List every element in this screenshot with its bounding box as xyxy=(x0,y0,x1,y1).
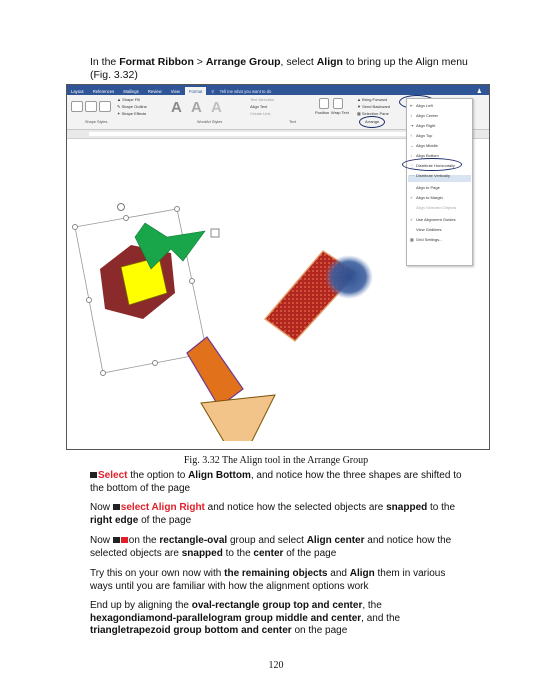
paragraph-5 xyxy=(90,600,470,638)
p3-text-0: Now xyxy=(90,535,113,546)
bring-forward-button[interactable]: ▲ Bring Forward xyxy=(357,97,388,102)
bullet-icon xyxy=(113,504,120,510)
shape-style-3[interactable] xyxy=(99,101,111,112)
p3-text-3: and notice how the selected objects are xyxy=(90,535,452,559)
align-center-item[interactable] xyxy=(410,113,438,118)
text-group-label: Text xyxy=(289,120,296,124)
arrange-highlight-circle xyxy=(359,116,385,128)
distribute-horizontally-label: Distribute Horizontally xyxy=(416,163,455,168)
shape-outline-label: Shape Outline xyxy=(121,104,147,109)
intro-mid: , select xyxy=(280,56,317,68)
p3-text-1: on the xyxy=(128,535,160,546)
rectangle-oval-term: rectangle-oval xyxy=(159,535,228,546)
shape-effects-label: Shape Effects xyxy=(121,111,147,116)
p3-text-5: of the page xyxy=(283,547,337,559)
paragraph-1 xyxy=(90,470,470,495)
distribute-vertical-icon: ⋯ xyxy=(410,173,414,178)
create-link-label: Create Link xyxy=(250,111,271,116)
intro-gt: > xyxy=(193,56,206,68)
selection-pane-button[interactable]: ▦ Selection Pane xyxy=(357,111,389,116)
intro-suffix: to bring up the Align menu (Fig. 3.32) xyxy=(90,56,468,81)
align-top-item[interactable] xyxy=(410,133,432,138)
tell-me-text: Tell me what you want to do xyxy=(219,89,272,94)
use-alignment-guides-label: Use Alignment Guides xyxy=(416,217,456,222)
arrange-group-term: Arrange Group xyxy=(205,56,281,68)
align-bottom-label: Align Bottom xyxy=(416,153,439,158)
distribute-vertically-label: Distribute Vertically xyxy=(416,173,451,178)
layout-options-icon[interactable] xyxy=(211,229,219,237)
resize-handle[interactable] xyxy=(73,225,78,230)
align-bottom-term: Align Bottom xyxy=(188,470,251,481)
align-left-label: Align Left xyxy=(416,103,433,108)
view-gridlines-label: View Gridlines xyxy=(416,227,442,232)
triangle-shape[interactable] xyxy=(201,395,275,441)
p5-text-3: on the page xyxy=(291,625,348,636)
p5-text-1: , the xyxy=(362,600,382,611)
align-to-margin-label: Align to Margin xyxy=(416,195,443,200)
click-icon xyxy=(121,537,128,543)
shape-style-2[interactable] xyxy=(85,101,97,112)
paragraph-4 xyxy=(90,568,470,593)
create-link-button[interactable] xyxy=(250,111,270,116)
shape-outline-button[interactable]: ✎ Shape Outline xyxy=(117,104,147,109)
align-top-icon: ↑ xyxy=(410,133,412,138)
resize-handle[interactable] xyxy=(153,361,158,366)
select-align-right-term: select Align Right xyxy=(120,502,205,513)
select-term: Select xyxy=(98,470,128,481)
p2-text-0: Now xyxy=(90,502,113,513)
align-term: Align xyxy=(316,56,343,68)
pentagon-shape[interactable] xyxy=(187,337,243,407)
snapped-term: snapped xyxy=(181,547,223,559)
tab-references[interactable]: References xyxy=(92,89,115,94)
ribbon-tabs xyxy=(67,85,489,95)
send-backward-label: Send Backward xyxy=(362,104,391,109)
paragraph-2 xyxy=(90,502,470,527)
p1-text-1: the option to xyxy=(127,470,189,481)
center-term: center xyxy=(253,547,284,559)
p3-text-4: to the xyxy=(222,547,254,559)
resize-handle[interactable] xyxy=(124,216,129,221)
align-left-icon: ⇤ xyxy=(410,103,414,108)
wordart-style-3[interactable]: A xyxy=(211,99,222,116)
p2-text-3: of the page xyxy=(138,514,192,526)
align-right-icon: ⇥ xyxy=(410,123,414,128)
figure-screenshot xyxy=(66,84,490,450)
p5-text-2: , and the xyxy=(361,612,401,624)
right-edge-term: right edge xyxy=(90,514,139,526)
intro-text xyxy=(90,56,470,82)
wrap-text-button[interactable]: Wrap Text xyxy=(331,110,349,115)
bullet-icon xyxy=(90,472,97,478)
p4-text-0: Try this on your own now with xyxy=(90,568,225,579)
check-icon: ✓ xyxy=(410,217,414,222)
align-middle-icon: ↔ xyxy=(410,143,414,148)
align-to-page-label: Align to Page xyxy=(416,185,440,190)
figure-caption: Fig. 3.32 The Align tool in the Arrange Group xyxy=(183,455,369,466)
wordart-style-1[interactable]: A xyxy=(171,99,182,116)
hexagon-group-term: hexagondiamond-parallelogram group middle and center xyxy=(90,612,362,624)
tell-me-box[interactable]: ⚲ Tell me what you want to do xyxy=(207,85,279,94)
tab-view[interactable]: View xyxy=(170,89,180,94)
align-right-label: Align Right xyxy=(416,123,436,128)
intro-prefix: In the xyxy=(90,56,120,68)
tab-mailings[interactable]: Mailings xyxy=(123,89,139,94)
p1-text-2: , and notice how the three shapes are shifted to the bottom of the page xyxy=(90,470,462,494)
distribute-horizontal-icon: ⋮ xyxy=(410,163,414,168)
tab-format[interactable]: Format xyxy=(185,87,206,97)
wrap-text-icon[interactable] xyxy=(333,98,343,109)
resize-handle[interactable] xyxy=(87,298,92,303)
person-icon[interactable]: ♟ xyxy=(476,89,482,95)
tab-layout[interactable]: Layout xyxy=(71,89,84,94)
resize-handle[interactable] xyxy=(175,207,180,212)
p2-text-2: to the xyxy=(427,502,456,513)
p3-text-2: group and select xyxy=(227,535,307,546)
format-ribbon-term: Format Ribbon xyxy=(119,56,194,68)
send-backward-button[interactable]: ▼ Send Backward xyxy=(357,104,391,109)
align-right-item[interactable] xyxy=(410,123,435,128)
align-text-button[interactable] xyxy=(250,104,267,109)
ruler-active-area xyxy=(89,132,419,136)
wordart-styles-label: WordArt Styles xyxy=(197,120,223,124)
p4-text-1: and xyxy=(327,568,350,579)
shape-fill-button[interactable]: ▲ Shape Fill xyxy=(117,97,140,102)
tab-review[interactable]: Review xyxy=(147,89,162,94)
oval-rectangle-term: oval-rectangle group top and center xyxy=(191,600,363,611)
align-center-icon: ↕ xyxy=(410,113,412,118)
align-bottom-icon: ↓ xyxy=(410,153,412,158)
position-button[interactable]: Position xyxy=(315,110,330,115)
text-direction-button[interactable] xyxy=(250,97,274,102)
resize-handle[interactable] xyxy=(101,371,106,376)
shape-fill-label: Shape Fill xyxy=(122,97,140,102)
align-center-label: Align Center xyxy=(416,113,439,118)
triangle-group-term: triangletrapezoid group bottom and center xyxy=(90,625,292,636)
align-middle-label: Align Middle xyxy=(416,143,438,148)
align-term-2: Align xyxy=(349,568,375,579)
grid-settings-label: Grid Settings... xyxy=(416,237,443,242)
grid-icon: ▦ xyxy=(410,237,414,242)
oval-shape[interactable] xyxy=(325,255,373,299)
text-direction-label: Text Direction xyxy=(250,97,275,102)
selection-pane-label: Selection Pane xyxy=(361,111,389,116)
align-top-label: Align Top xyxy=(416,133,433,138)
p5-text-0: End up by aligning the xyxy=(90,600,192,611)
p4-text-2: them in various ways until you are familiar with how the alignment options work xyxy=(90,568,446,592)
wordart-style-2[interactable]: A xyxy=(191,99,202,116)
bring-forward-label: Bring Forward xyxy=(362,97,388,102)
align-center-term: Align center xyxy=(306,535,365,546)
shape-effects-button[interactable]: ✦ Shape Effects xyxy=(117,111,147,116)
check-icon: ✓ xyxy=(410,195,414,200)
resize-handle[interactable] xyxy=(190,279,195,284)
align-text-label: Align Text xyxy=(250,104,268,109)
shape-styles-label: Shape Styles xyxy=(85,120,108,124)
shape-style-1[interactable] xyxy=(71,101,83,112)
paragraph-3 xyxy=(90,535,470,560)
p2-text-1: and notice how the selected objects are xyxy=(204,502,387,513)
snapped-term: snapped xyxy=(386,502,428,513)
remaining-objects-term: the remaining objects xyxy=(224,568,328,579)
page-number: 120 xyxy=(268,660,284,671)
bullet-icon xyxy=(113,537,120,543)
shapes-canvas xyxy=(67,141,489,441)
position-icon[interactable] xyxy=(319,98,329,109)
align-left-item[interactable] xyxy=(410,103,433,108)
arrange-group-label: Arrange xyxy=(365,119,380,124)
align-selected-objects-label: Align Selected Objects xyxy=(416,205,457,210)
rotate-handle-icon[interactable] xyxy=(118,204,125,211)
